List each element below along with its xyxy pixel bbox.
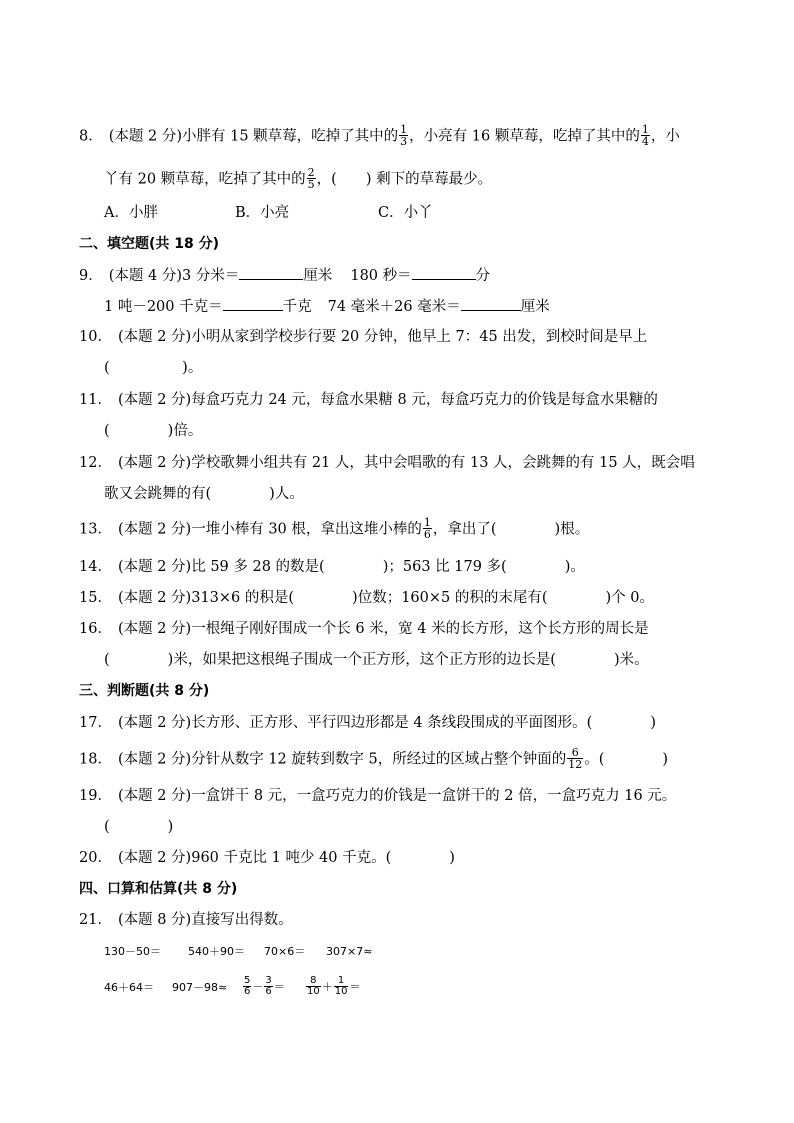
question-16-line-1 — [79, 619, 649, 639]
question-score: (本题 2 分) — [117, 329, 192, 345]
question-16-line-2[interactable]: ( )米，如果把这根绳子围成一个正方形，这个正方形的边长是( )米。 — [104, 652, 649, 668]
question-number: 17． — [79, 715, 112, 731]
question-11-line-1 — [79, 390, 658, 410]
question-text: ，( ) 剩下的草莓最少。 — [316, 171, 493, 188]
fraction: $\frac{2}{5}$ — [307, 166, 315, 191]
fraction: $\frac{1}{4}$ — [641, 123, 649, 148]
question-text: 74 毫米＋26 毫米＝ — [327, 299, 461, 315]
question-17 — [79, 713, 656, 733]
question-score: (本题 2 分) — [117, 590, 192, 606]
question-21 — [79, 910, 293, 930]
option-b[interactable]: B．小亮 — [235, 205, 290, 221]
question-10-line-1 — [79, 327, 647, 347]
option-a[interactable]: A．小胖 — [104, 205, 158, 221]
question-text: 丫有 20 颗草莓，吃掉了其中的 — [104, 171, 306, 188]
question-text[interactable]: 比 59 多 28 的数是( )；563 比 179 多( )。 — [191, 559, 585, 575]
question-text: 厘米 — [520, 299, 550, 315]
question-number: 18． — [79, 751, 112, 768]
question-number: 15． — [79, 590, 112, 606]
question-text: 一根绳子刚好围成一个长 6 米，宽 4 米的长方形，这个长方形的周长是 — [191, 621, 649, 637]
question-text: 直接写出得数。 — [191, 912, 293, 928]
question-text: 一堆小棒有 30 根，拿出这堆小棒的 — [191, 521, 422, 538]
question-text[interactable]: 。( ) — [584, 751, 669, 768]
question-score: (本题 4 分) — [108, 268, 182, 284]
question-text: 1 吨－200 千克＝ — [104, 299, 223, 315]
question-12-line-2[interactable]: 歌又会跳舞的有( )人。 — [104, 486, 304, 502]
calc-item[interactable]: 46＋64＝ — [104, 980, 154, 994]
question-19-line-2[interactable]: ( ) — [104, 819, 174, 835]
answer-blank[interactable] — [223, 296, 283, 311]
question-13 — [79, 518, 589, 541]
question-text: 180 秒＝ — [350, 268, 412, 284]
calc-item[interactable]: 130－50＝ — [104, 945, 161, 958]
question-18 — [79, 748, 668, 771]
question-text: 小明从家到学校步行要 20 分钟，他早上 7：45 出发，到校时间是早上 — [191, 329, 648, 345]
question-number: 20． — [79, 850, 112, 866]
calc-row-1 — [104, 942, 372, 962]
question-score: (本题 2 分) — [117, 559, 192, 575]
question-text: 一盒饼干 8 元，一盒巧克力的价钱是一盒饼干的 2 倍，一盒巧克力 16 元。 — [191, 788, 677, 804]
question-score: (本题 2 分) — [117, 715, 192, 731]
question-score: (本题 2 分) — [117, 521, 192, 538]
question-number: 12． — [79, 455, 112, 471]
calc-row-2 — [104, 977, 360, 998]
question-score: (本题 2 分) — [117, 621, 192, 637]
question-text[interactable]: ，拿出了( )根。 — [432, 521, 590, 538]
question-number: 19． — [79, 788, 112, 804]
answer-blank[interactable] — [239, 265, 303, 280]
answer-blank[interactable] — [461, 296, 521, 311]
question-text[interactable]: 313×6 的积是( )位数；160×5 的积的末尾有( )个 0。 — [191, 590, 654, 606]
question-text: 小胖有 15 颗草莓，吃掉了其中的 — [182, 128, 399, 145]
question-number: 10． — [79, 329, 112, 345]
question-text: 每盒巧克力 24 元，每盒水果糖 8 元，每盒巧克力的价钱是每盒水果糖的 — [191, 392, 658, 408]
question-text: 学校歌舞小组共有 21 人，其中会唱歌的有 13 人，会跳舞的有 15 人，既会唱 — [191, 455, 695, 471]
question-number: 14． — [79, 559, 112, 575]
question-text: ，小亮有 16 颗草莓，吃掉了其中的 — [409, 128, 640, 145]
question-number: 21． — [79, 912, 112, 928]
question-8-options — [104, 203, 433, 223]
question-score: (本题 2 分) — [117, 392, 192, 408]
question-text: ，小 — [650, 128, 680, 145]
question-text[interactable]: 960 千克比 1 吨少 40 千克。( ) — [191, 850, 455, 866]
question-8-line-1 — [79, 125, 680, 148]
question-score: (本题 2 分) — [108, 128, 182, 145]
question-20 — [79, 848, 455, 868]
calc-item[interactable]: 907－98≈ — [172, 980, 228, 994]
option-c[interactable]: C．小丫 — [378, 205, 433, 221]
question-11-line-2[interactable]: ( )倍。 — [104, 423, 203, 439]
question-15 — [79, 588, 654, 608]
question-9-line-2 — [104, 296, 550, 317]
question-text: 厘米 — [303, 268, 333, 284]
question-14 — [79, 557, 585, 577]
question-19-line-1 — [79, 786, 676, 806]
calc-item-fraction[interactable]: $\frac{8}{10}$ ＋ $\frac{1}{10}$ ＝ — [307, 975, 361, 997]
calc-item-fraction[interactable]: $\frac{5}{6}$ － $\frac{3}{6}$ ＝ — [244, 975, 285, 997]
question-number: 16． — [79, 621, 112, 637]
section-heading-judgement: 三、判断题(共 8 分) — [79, 683, 210, 699]
question-number: 13． — [79, 521, 112, 538]
question-9-line-1 — [79, 265, 490, 286]
question-12-line-1 — [79, 453, 695, 473]
question-number: 8． — [79, 128, 103, 145]
question-text: 分 — [475, 268, 491, 284]
question-10-line-2[interactable]: ( )。 — [104, 360, 203, 376]
section-heading-mental-calc: 四、口算和估算(共 8 分) — [79, 881, 238, 897]
question-score: (本题 8 分) — [117, 912, 192, 928]
question-text[interactable]: 长方形、正方形、平行四边形都是 4 条线段围成的平面图形。( ) — [191, 715, 656, 731]
question-number: 9． — [79, 268, 103, 284]
question-text: 千克 — [282, 299, 312, 315]
question-score: (本题 2 分) — [117, 850, 192, 866]
fraction: $\frac{1}{3}$ — [400, 123, 408, 148]
question-8-line-2 — [104, 168, 492, 191]
fraction: $\frac{1}{6}$ — [423, 516, 431, 541]
section-heading-fill-in: 二、填空题(共 18 分) — [79, 236, 220, 252]
question-number: 11． — [79, 392, 112, 408]
calc-item[interactable]: 540＋90＝ — [188, 945, 245, 958]
question-score: (本题 2 分) — [117, 455, 192, 471]
question-score: (本题 2 分) — [117, 751, 192, 768]
calc-item[interactable]: 70×6＝ — [264, 945, 306, 958]
answer-blank[interactable] — [412, 265, 476, 280]
fraction: $\frac{6}{12}$ — [568, 746, 583, 771]
calc-item[interactable]: 307×7≈ — [326, 945, 373, 958]
question-text: 分针从数字 12 旋转到数字 5，所经过的区域占整个钟面的 — [191, 751, 567, 768]
question-score: (本题 2 分) — [117, 788, 192, 804]
question-text: 3 分米＝ — [182, 268, 240, 284]
